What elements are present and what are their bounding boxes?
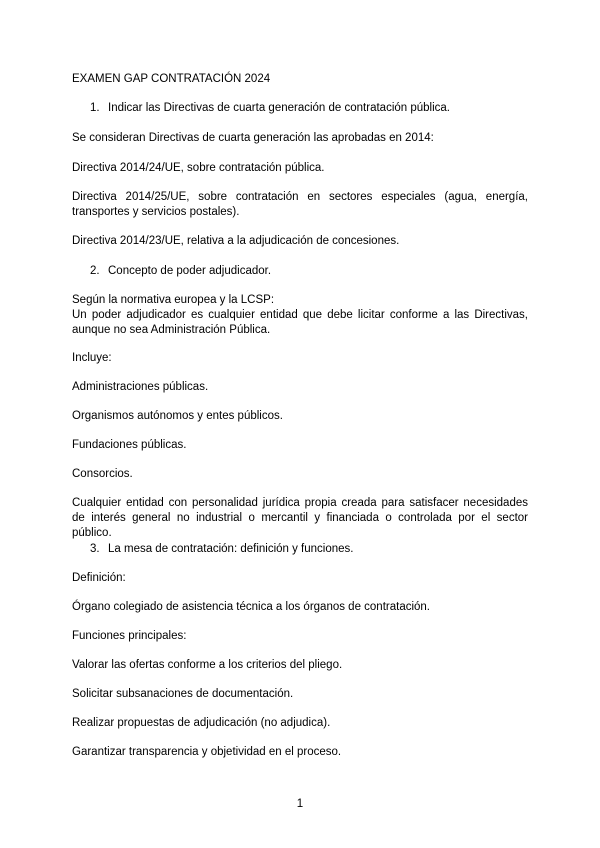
q2-intro: Según la normativa europea y la LCSP:: [72, 294, 275, 306]
document-title: EXAMEN GAP CONTRATACIÓN 2024: [72, 73, 271, 85]
q2-definition: Un poder adjudicador es cualquier entidad que debe licitar conforme a las Directivas, aunque no sea Administración Pública.: [72, 309, 528, 336]
q2-item: Administraciones públicas.: [72, 381, 209, 393]
q3-heading: La mesa de contratación: definición y funciones.: [108, 543, 354, 555]
q1-heading: Indicar las Directivas de cuarta generación de contratación pública.: [108, 102, 450, 114]
q3-item: Realizar propuestas de adjudicación (no adjudica).: [72, 717, 331, 729]
q3-item: Solicitar subsanaciones de documentación.: [72, 688, 294, 700]
q2-item: Consorcios.: [72, 468, 133, 480]
q2-includes-label: Incluye:: [72, 352, 112, 364]
q1-item: Directiva 2014/23/UE, relativa a la adjudicación de concesiones.: [72, 235, 400, 247]
q1-number: 1.: [90, 102, 100, 114]
q2-item: Cualquier entidad con personalidad jurídica propia creada para satisfacer necesidades de interés general no industrial o mercantil y financiada o controlada por el sector público.: [72, 497, 528, 539]
q1-item: Directiva 2014/25/UE, sobre contratación en sectores especiales (agua, energía, transportes y servicios postales).: [72, 191, 528, 218]
q2-heading: Concepto de poder adjudicador.: [108, 265, 272, 277]
q1-intro: Se consideran Directivas de cuarta generación las aprobadas en 2014:: [72, 132, 434, 144]
q3-definition: Órgano colegiado de asistencia técnica a los órganos de contratación.: [72, 601, 431, 613]
q3-functions-label: Funciones principales:: [72, 630, 187, 642]
q3-number: 3.: [90, 543, 100, 555]
q3-item: Garantizar transparencia y objetividad en el proceso.: [72, 746, 342, 758]
q3-item: Valorar las ofertas conforme a los criterios del pliego.: [72, 659, 343, 671]
q2-item: Fundaciones públicas.: [72, 439, 187, 451]
q3-definition-label: Definición:: [72, 572, 126, 584]
q1-item: Directiva 2014/24/UE, sobre contratación pública.: [72, 162, 325, 174]
q2-number: 2.: [90, 265, 100, 277]
q2-item: Organismos autónomos y entes públicos.: [72, 410, 283, 422]
page-number: 1: [296, 798, 304, 810]
